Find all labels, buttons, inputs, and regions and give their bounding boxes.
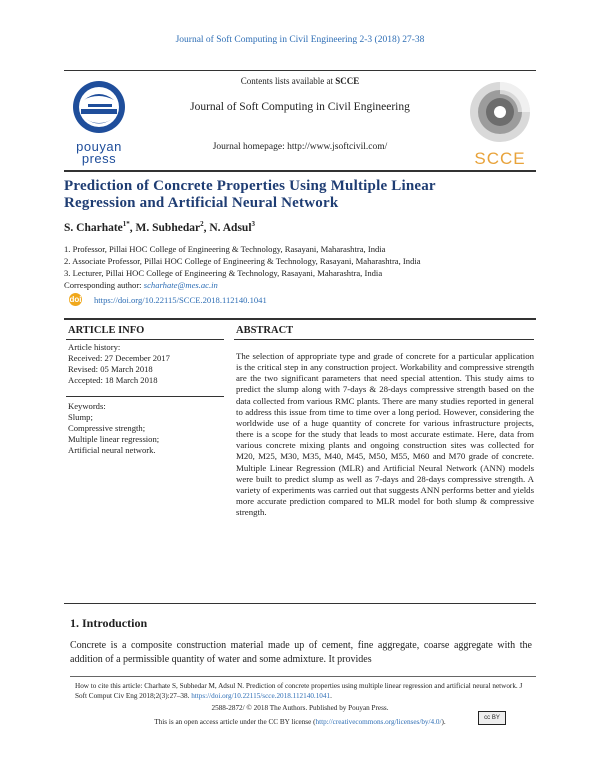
footnote-rule — [70, 676, 536, 677]
copyright-line: 2588-2872/ © 2018 The Authors. Published by Pouyan Press. — [211, 704, 389, 712]
citation-text: How to cite this article: Charhate S, Subhedar M, Adsul N. Prediction of concrete properties using multiple linear regression and artificial neural network. J Soft Comput Civ Eng 2018;2(3):27–38. — [75, 682, 523, 700]
section-rule — [64, 318, 536, 320]
paper-title-line-2: Regression and Artificial Neural Network — [64, 195, 339, 211]
doi-link[interactable]: https://doi.org/10.22115/SCCE.2018.112140.1041 — [94, 295, 267, 305]
citation-link[interactable]: https://doi.org/10.22115/scce.2018.112140.1041 — [191, 692, 331, 700]
journal-header: Journal of Soft Computing in Civil Engineering 2-3 (2018) 27-38 — [175, 35, 425, 45]
paper-title — [64, 178, 536, 212]
history-label: Article history: — [68, 342, 121, 352]
cc-by-badge-icon: cc BY — [478, 711, 506, 725]
keyword: Artificial neural network. — [68, 445, 156, 455]
author-list: S. Charhate$^{1*}$, M. Subhedar$^2$, N. Adsul$^3$ — [64, 220, 256, 234]
received-date: Received: 27 December 2017 — [68, 353, 170, 363]
publisher-logo-word2: press — [81, 151, 117, 166]
accepted-date: Accepted: 18 March 2018 — [68, 375, 158, 385]
abstract-bottom-rule — [64, 603, 536, 604]
abstract-heading: ABSTRACT — [236, 325, 294, 336]
author-name: S. Charhate — [64, 221, 123, 234]
pouyan-press-logo-icon — [66, 78, 132, 136]
author-mark: 3 — [251, 220, 256, 228]
license-line — [0, 718, 600, 726]
license-end: ). — [441, 718, 446, 726]
scce-logo-icon — [462, 76, 538, 148]
affiliation: 1. Professor, Pillai HOC College of Engineering & Technology, Rasayani, Maharashtra, India — [64, 244, 386, 254]
header-top-rule — [64, 70, 536, 71]
introduction-heading: 1. Introduction — [70, 616, 148, 630]
paper-title-line-1: Prediction of Concrete Properties Using Multiple Linear — [64, 178, 436, 194]
article-history — [68, 342, 226, 386]
affiliation: 3. Lecturer, Pillai HOC College of Engineering & Technology, Rasayani, Maharashtra, India — [64, 268, 383, 278]
keyword: Slump; — [68, 412, 93, 422]
author-mark: 1* — [122, 220, 130, 228]
keyword: Compressive strength; — [68, 423, 146, 433]
revised-date: Revised: 05 March 2018 — [68, 364, 153, 374]
header-bottom-rule — [64, 170, 536, 172]
citation-note — [75, 681, 535, 701]
scce-logo — [462, 76, 538, 170]
corresponding-email[interactable]: scharhate@mes.ac.in — [143, 280, 218, 290]
journal-homepage[interactable]: Journal homepage: http://www.jsoftcivil.com/ — [212, 142, 388, 152]
abstract-rule — [234, 339, 534, 340]
article-info-heading: ARTICLE INFO — [68, 325, 145, 336]
corresponding-label: Corresponding author: — [64, 280, 144, 290]
license-text: This is an open access article under the CC BY license ( — [154, 718, 316, 726]
keyword: Multiple linear regression; — [68, 434, 160, 444]
contents-prefix: Contents lists available at — [240, 76, 336, 86]
author-mark: 2 — [200, 220, 204, 228]
affiliation: 2. Associate Professor, Pillai HOC College of Engineering & Technology, Rasayani, Maharashtra, India — [64, 256, 421, 266]
scce-logo-text: SCCE — [474, 149, 526, 168]
keywords — [68, 401, 226, 456]
keywords-rule — [66, 396, 224, 397]
introduction-text: Concrete is a composite construction material made up of cement, fine aggregate, coarse aggregate with the addition of a permissible quantity of water and some admixture. It provides — [70, 640, 532, 665]
article-info-rule — [66, 339, 224, 340]
license-link[interactable]: http://creativecommons.org/licenses/by/4.0/ — [315, 718, 442, 726]
journal-name: Journal of Soft Computing in Civil Engineering — [190, 101, 410, 113]
corresponding-author — [64, 280, 564, 292]
publisher-logo — [66, 78, 132, 168]
author-name: M. Subhedar — [135, 221, 201, 234]
doi-icon: doi — [69, 295, 82, 304]
citation-end: . — [330, 692, 332, 700]
abstract-text: The selection of appropriate type and grade of concrete for a particular application is the critical step in any construction project. Workability and compressive strength are the two significant parameters that need special attention. This study aims to predict the slump along with 7-days & 28-days compressive strength based on the data collected from various RMC plants. There are many studies reported in general to address this issue from time to time over a long period. However, considering the worldwide use of a huge quantity of concrete for various infrastructure projects, there is a scope for the study that leads to most accurate estimate. Here, data from various concrete mixing plants and ongoing construction sites was collected for M20, M25, M30, M35, M40, M45, M50, M55, M60 and M70 grade of concrete. Multiple Linear Regression (MLR) and Artificial Neural Network (ANN) models were built to predict slump as well as 7-days and 28-days compressive strength. A variety of experiments was carried out that suggests ANN performs better and yields more accurate prediction compared to MLR model for both slump & compressive strength. — [236, 351, 534, 518]
author-name: N. Adsul — [209, 221, 252, 234]
contents-source: SCCE — [335, 76, 360, 86]
publisher-logo-word1: pouyan — [76, 139, 122, 154]
keywords-label: Keywords: — [68, 401, 106, 411]
